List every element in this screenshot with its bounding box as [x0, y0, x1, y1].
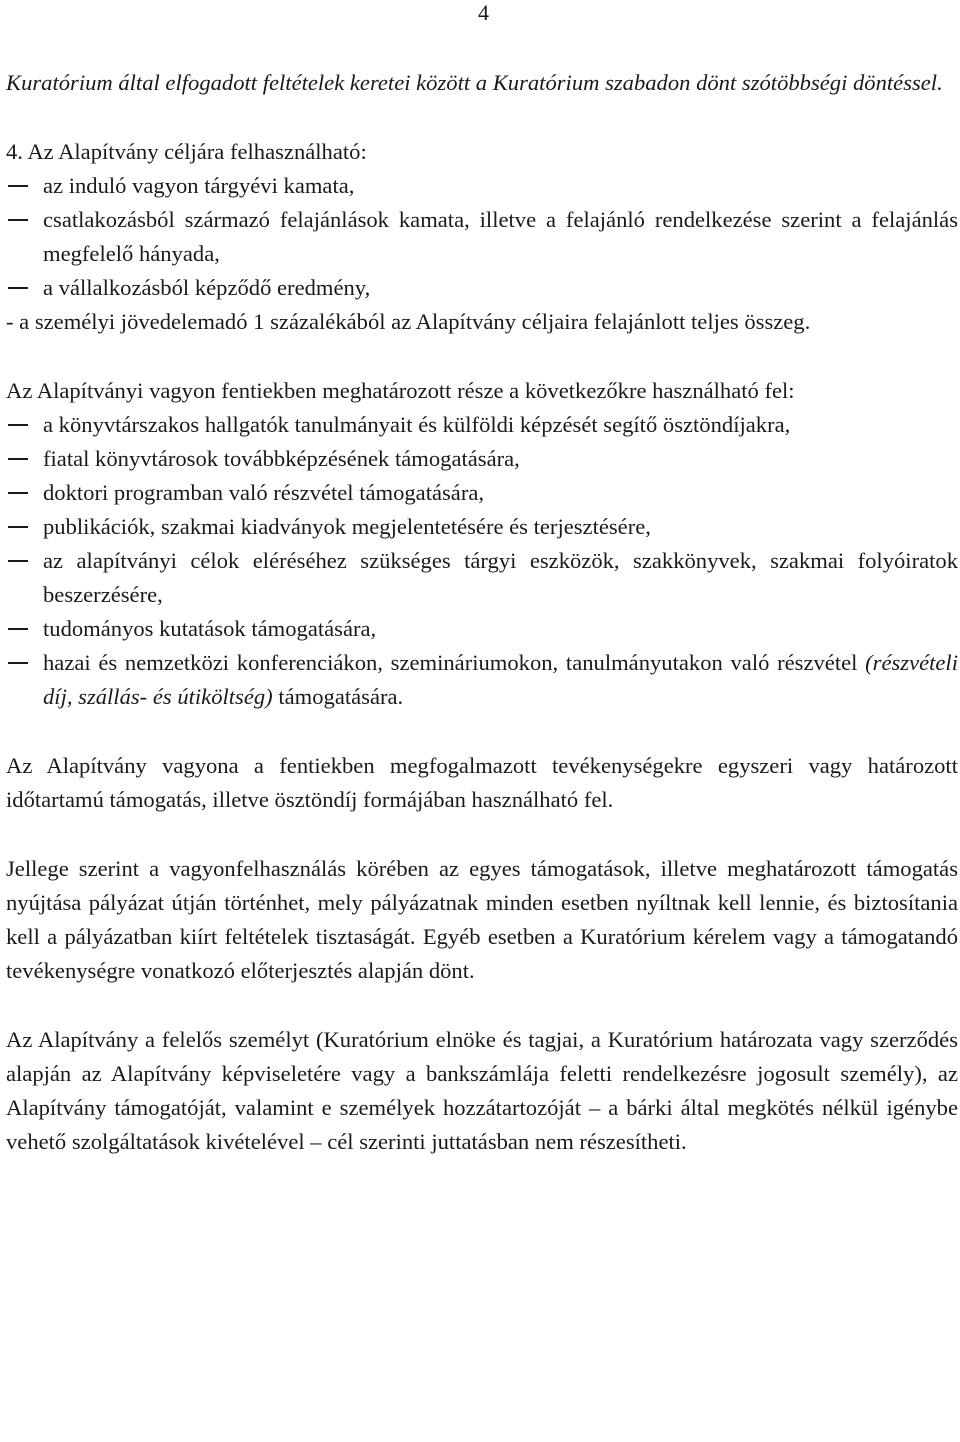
- list-item: [6, 646, 958, 714]
- list-item-text: hazai és nemzetközi konferenciákon, szemináriumokon, tanulmányutakon való részvétel: [43, 650, 866, 675]
- paragraph: Jellege szerint a vagyonfelhasználás körében az egyes támogatások, illetve meghatározott támogatás nyújtása pályázat útján történhet, mely pályázatnak minden esetben nyíltnak kell lennie, és biztosítania kell a pályázatban kiírt feltételek tisztaságát. Egyéb esetben a Kuratórium kérelem vagy a támogatandó tevékenységre vonatkozó előterjesztés alapján dönt.: [6, 856, 958, 983]
- list-item: csatlakozásból származó felajánlások kamata, illetve a felajánló rendelkezése szerint a felajánlás megfelelő hányada,: [6, 203, 958, 271]
- list-item: doktori programban való részvétel támogatására,: [6, 476, 958, 510]
- usage-intro: Az Alapítványi vagyon fentiekben meghatározott része a következőkre használható fel:: [6, 378, 795, 403]
- list-item: publikációk, szakmai kiadványok megjelentetésére és terjesztésére,: [6, 510, 958, 544]
- list-item: tudományos kutatások támogatására,: [6, 612, 958, 646]
- intro-text: Kuratórium által elfogadott feltételek keretei között a Kuratórium szabadon dönt szótöbbségi döntéssel.: [6, 70, 943, 95]
- list-item: az alapítványi célok eléréséhez szükséges tárgyi eszközök, szakkönyvek, szakmai folyóiratok beszerzésére,: [6, 544, 958, 612]
- document-body: [6, 66, 958, 1159]
- list-item-italic: (részvételi díj, szállás- és útiköltség): [43, 650, 958, 709]
- list-item: a vállalkozásból képződő eredmény,: [6, 271, 958, 305]
- spacer: [6, 714, 958, 749]
- list-item-tax: - a személyi jövedelemadó 1 százalékából az Alapítvány céljaira felajánlott teljes összeg.: [6, 309, 811, 334]
- list-item: fiatal könyvtárosok továbbképzésének támogatására,: [6, 442, 958, 476]
- list-item: az induló vagyon tárgyévi kamata,: [6, 169, 958, 203]
- paragraph: Az Alapítvány vagyona a fentiekben megfogalmazott tevékenységekre egyszeri vagy határozott időtartamú támogatás, illetve ösztöndíj formájában használható fel.: [6, 753, 958, 812]
- section-4-heading: 4. Az Alapítvány céljára felhasználható:: [6, 139, 367, 164]
- spacer: [6, 100, 958, 135]
- paragraph: Az Alapítvány a felelős személyt (Kuratórium elnöke és tagjai, a Kuratórium határozata vagy szerződés alapján az Alapítvány képviseletére vagy a bankszámlája feletti rendelkezésre jogosult személy), az Alapítvány támogatóját, valamint e személyek hozzátartozóját – a bárki által megkötés nélkül igénybe vehető szolgáltatások kivételével – cél szerinti juttatásban nem részesítheti.: [6, 1027, 958, 1154]
- spacer: [6, 988, 958, 1023]
- list-item: a könyvtárszakos hallgatók tanulmányait és külföldi képzését segítő ösztöndíjakra,: [6, 408, 958, 442]
- spacer: [6, 339, 958, 374]
- page-number: 4: [478, 0, 489, 25]
- spacer: [6, 817, 958, 852]
- list-item-text: támogatására.: [272, 684, 404, 709]
